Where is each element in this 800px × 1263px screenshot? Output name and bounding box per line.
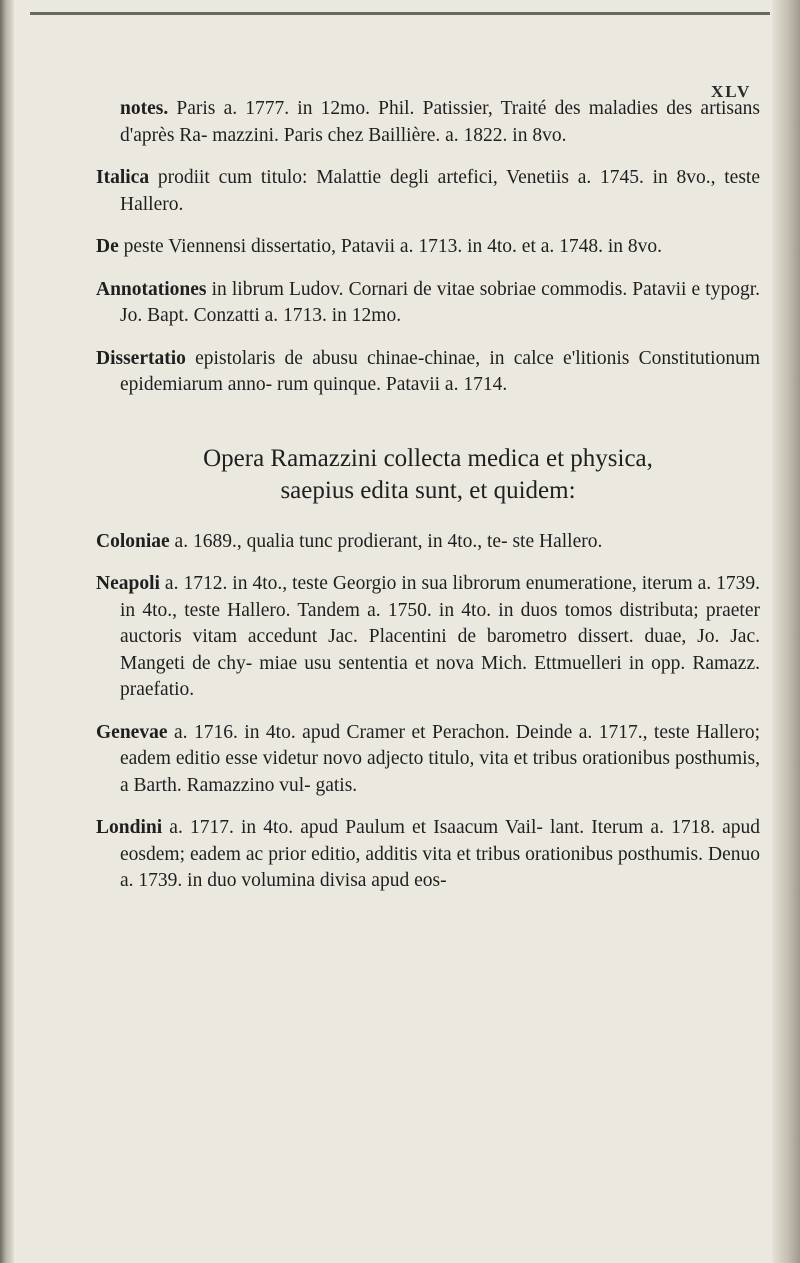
section-heading	[96, 443, 760, 507]
entry-text: Paris a. 1777. in 12mo. Phil. Patissier, Traité des maladies des artisans d'après Ra- mazzini. Paris chez Baillière. a. 1822. in 8vo.	[120, 98, 760, 146]
entry-lead: Annotationes	[96, 278, 207, 300]
book-spine-shadow	[0, 0, 14, 1263]
entry-italica	[96, 165, 760, 218]
entry-genevae	[96, 720, 760, 800]
entry-lead: Coloniae	[96, 530, 170, 552]
entry-coloniae	[96, 529, 760, 556]
entry-text: a. 1712. in 4to., teste Georgio in sua librorum enumeratione, iterum a. 1739. in 4to., teste Hallero. Tandem a. 1750. in 4to. in duos tomos distributa; praeter auctoris vitam accedunt Jac. Placentini de barometro dissert. duae, Jo. Jac. Mangeti de chy- miae usu sententia et nova Mich. Ettmuelleri in opp. Ramazz. praefatio.	[120, 573, 760, 700]
entry-lead: Genevae	[96, 721, 168, 743]
page-number: XLV	[711, 82, 752, 101]
entry-text: peste Viennensi dissertatio, Patavii a. 1713. in 4to. et a. 1748. in 8vo.	[123, 236, 663, 257]
heading-line-1: Opera Ramazzini collecta medica et physica,	[203, 444, 653, 472]
entry-text: prodiit cum titulo: Malattie degli artefici, Venetiis a. 1745. in 8vo., teste Hallero.	[120, 167, 761, 215]
entry-paris-notes	[96, 96, 760, 149]
entry-lead: Dissertatio	[96, 347, 186, 369]
entry-text: a. 1716. in 4to. apud Cramer et Perachon. Deinde a. 1717., teste Hallero; eadem editio esse videtur novo adjecto titulo, vita et tribus orationibus posthumis, a Barth. Ramazzino vul- gatis.	[120, 721, 760, 796]
entry-text: epistolaris de abusu chinae-chinae, in calce e'litionis Constitutionum epidemiarum anno- rum quinque. Patavii a. 1714.	[120, 347, 760, 395]
page-top-rule	[30, 12, 770, 15]
entry-londini	[96, 815, 760, 895]
entry-neapoli	[96, 571, 760, 704]
page-edge	[772, 0, 800, 1263]
entry-text: a. 1717. in 4to. apud Paulum et Isaacum Vail- lant. Iterum a. 1718. apud eosdem; eadem ac prior editio, additis vita et tribus orationibus posthumis. Denuo a. 1739. in duo volumina divisa apud eos-	[120, 817, 761, 891]
entry-lead: Italica	[96, 167, 150, 188]
page-body	[96, 96, 760, 911]
entry-text: in librum Ludov. Cornari de vitae sobriae commodis. Patavii e typogr. Jo. Bapt. Conzatti a. 1713. in 12mo.	[120, 278, 760, 326]
entry-lead: Londini	[96, 817, 163, 838]
heading-line-2: saepius edita sunt, et quidem:	[280, 476, 576, 504]
entry-text: a. 1689., qualia tunc prodierant, in 4to., te- ste Hallero.	[174, 530, 603, 552]
entry-lead: notes.	[120, 98, 169, 119]
entry-de-peste	[96, 234, 760, 261]
entry-dissertatio	[96, 346, 760, 399]
entry-lead: Neapoli	[96, 573, 160, 594]
entry-annotationes	[96, 277, 760, 330]
entry-lead: De	[96, 236, 119, 257]
